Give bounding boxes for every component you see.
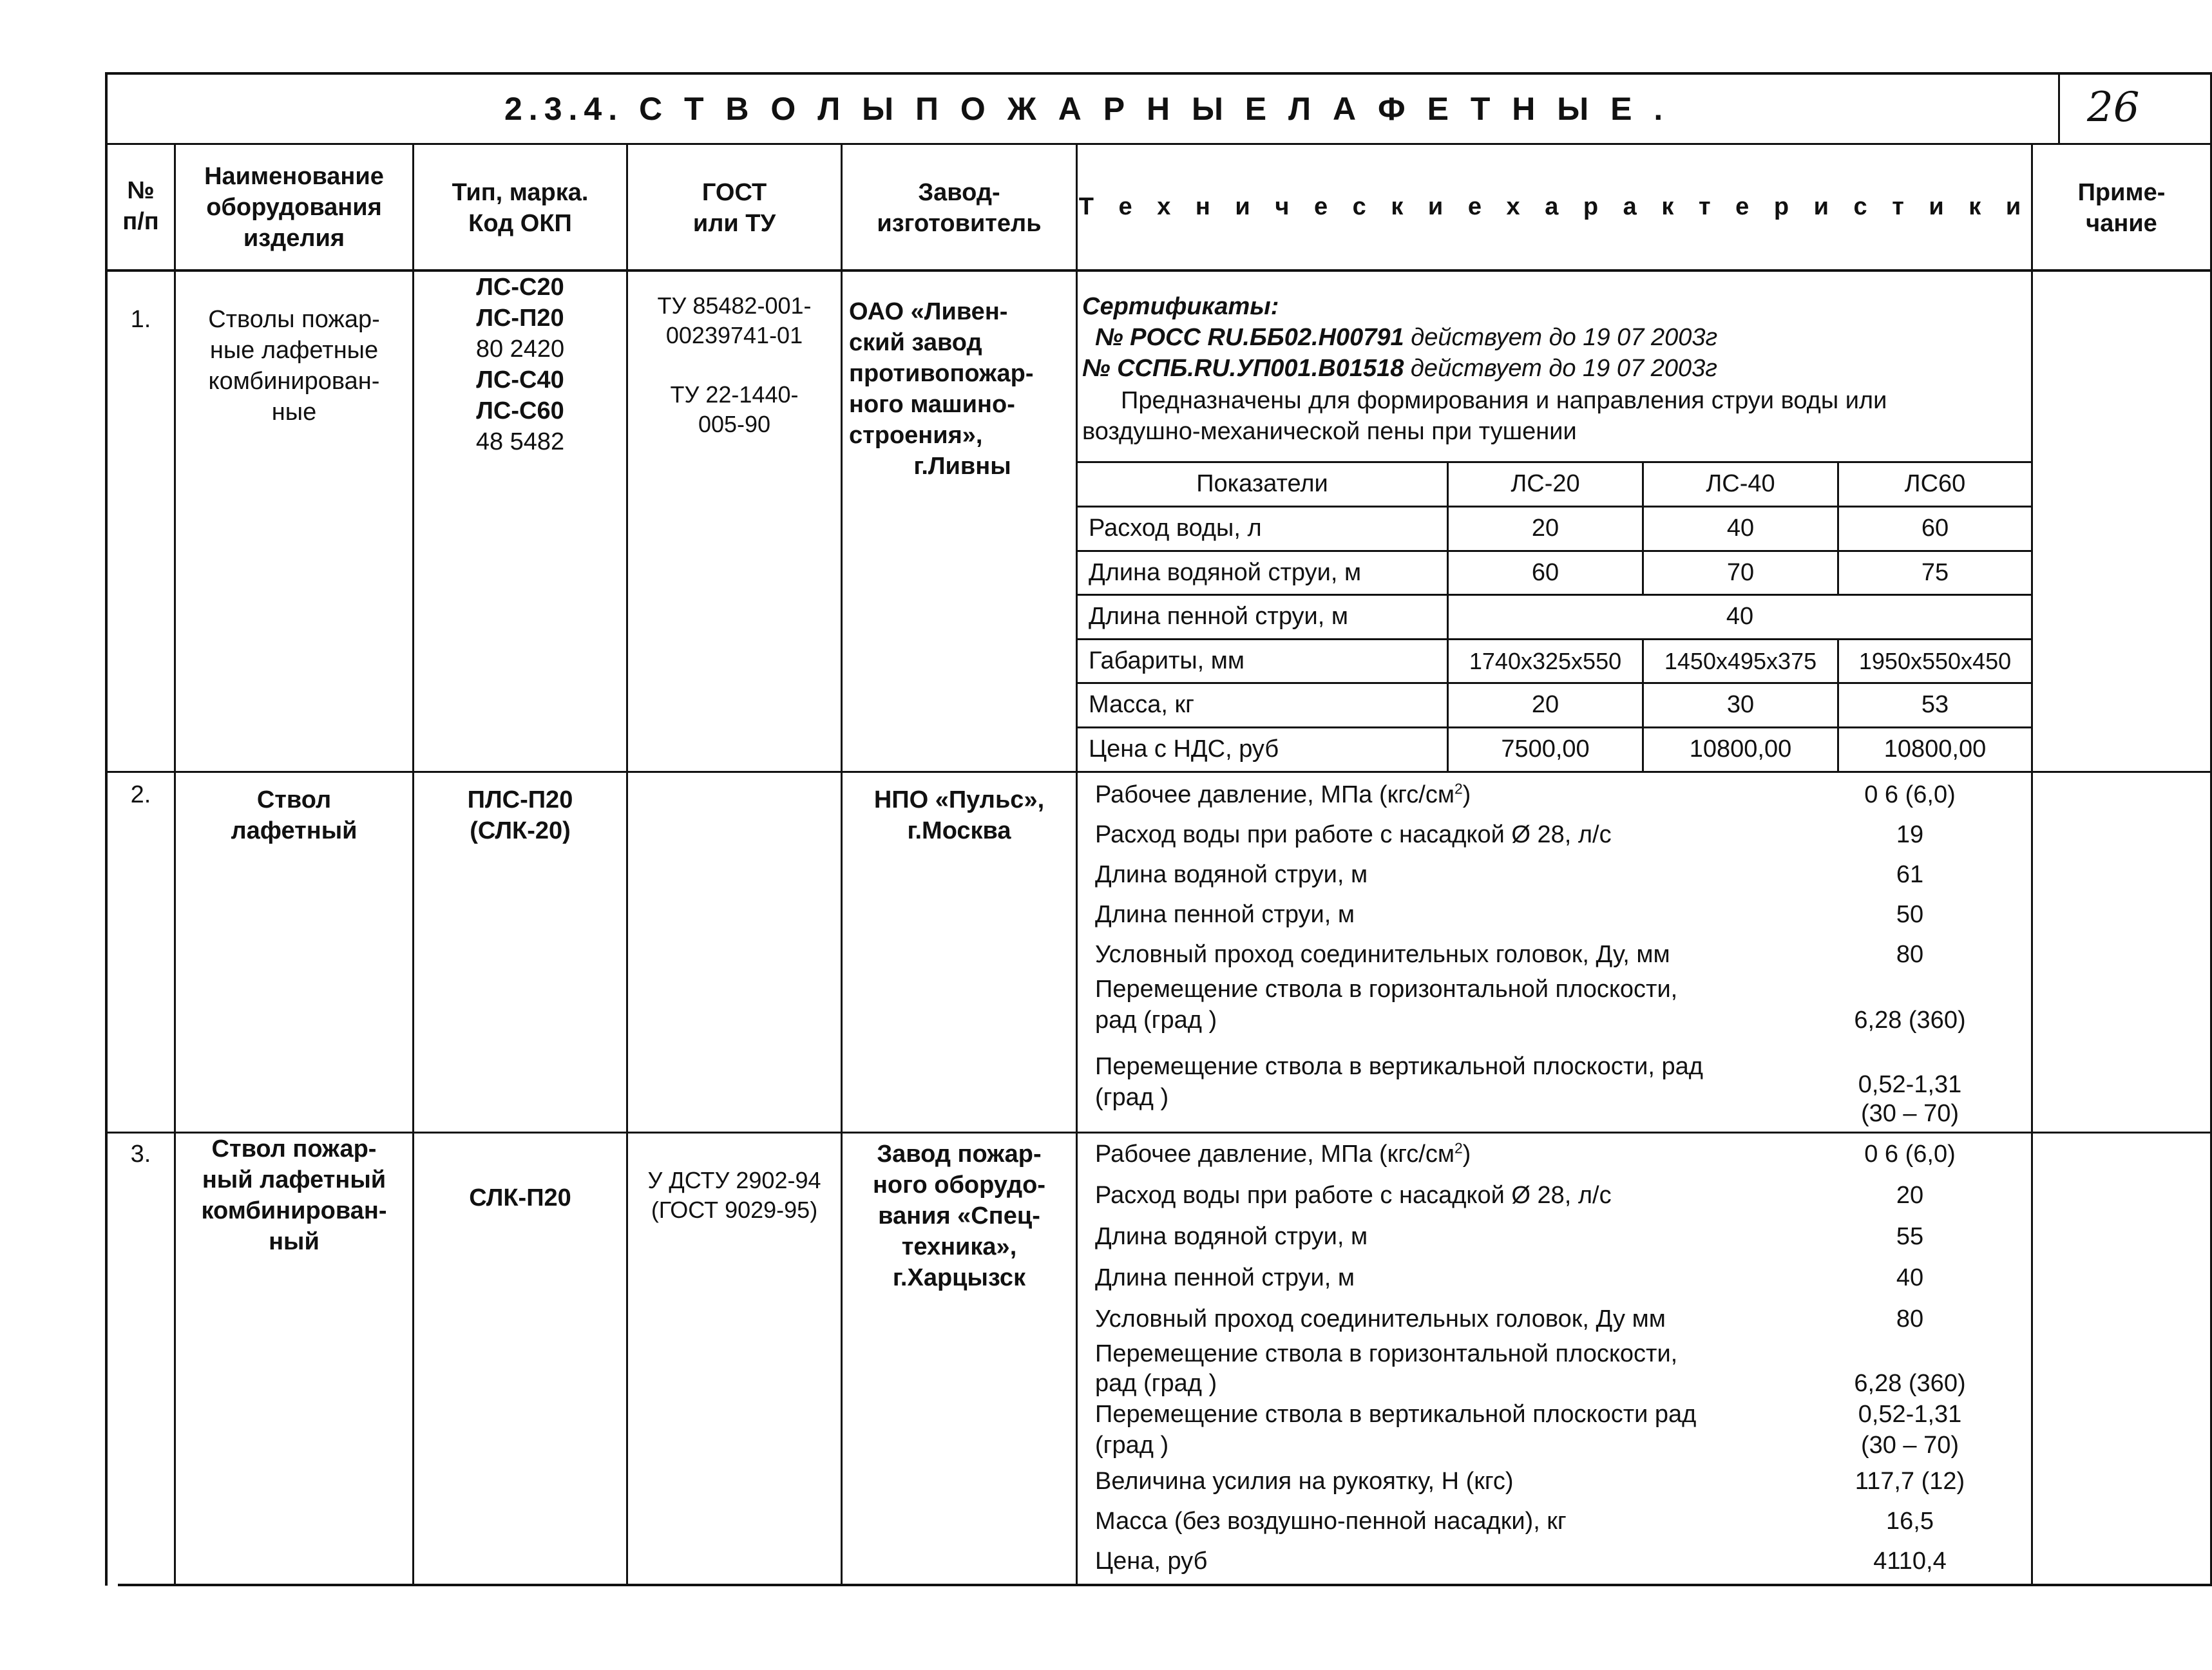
spec-table-header: ЛС-40 [1706,470,1775,497]
spec-value: 61 [1896,861,1924,888]
header-type: Тип, марка. Код ОКП [452,179,589,237]
spec-label: Условный проход соединительных головок, Ду, мм [1095,941,1670,968]
spec-cell: 60 [1531,559,1559,586]
spec-value: 40 [1896,1264,1924,1291]
spec-label: Перемещение ствола в вертикальной плоскости рад [1095,1401,1697,1428]
spec-cell-label: Габариты, мм [1089,647,1245,674]
spec-label: Длина пенной струи, м [1095,901,1355,928]
header-gost: ГОСТ или ТУ [692,179,776,237]
spec-cell: 75 [1921,559,1949,586]
manufacturer: Завод пожар- ного оборудо- вания «Спец- техника», г.Харцызск [872,1141,1046,1291]
spec-label: Величина усилия на рукоятку, Н (кгс) [1095,1468,1514,1495]
equipment-name: Стволы пожар- ные лафетные комбинирован- ные [208,306,380,426]
spec-cell: 30 [1726,691,1755,718]
spec-value: 6,28 (360) [1854,1007,1966,1034]
spec-cell: 1950х550х450 [1858,648,2012,674]
spec-table-header: ЛС-20 [1511,470,1580,497]
spec-label: Рабочее давление, МПа $(кгс/см^2)$ [1095,780,1471,808]
spec-cell: 1450х495х375 [1664,648,1817,674]
spec-label: Длина водяной струи, м [1095,861,1368,888]
header-name: Наименование оборудования изделия [204,163,384,252]
certificates-label: Сертификаты: [1082,293,1279,320]
spec-label: Цена, руб [1095,1548,1208,1575]
spec-value: 6,28 (360) [1854,1370,1966,1397]
spec-value: 0 6 (6,0) [1864,1141,1956,1168]
spec-value: (30 – 70) [1860,1432,1959,1459]
spec-cell: 60 [1921,515,1949,542]
spec-value: 80 [1896,941,1924,968]
spec-value: 19 [1896,821,1924,848]
spec-value: 0,52-1,31 [1858,1071,1962,1098]
purpose-text: воздушно-механической пены при тушении [1082,418,1577,445]
spec-cell-label: Расход воды, л [1089,515,1262,542]
spec-label: Расход воды при работе с насадкой Ø 28, л/с [1095,1182,1612,1209]
spec-cell: 40 [1726,515,1755,542]
spec-cell-label: Длина пенной струи, м [1089,603,1348,630]
spec-value: 0 6 (6,0) [1864,781,1956,808]
spec-label: Расход воды при работе с насадкой Ø 28, л/с [1095,821,1612,848]
page-title: 2.3.4. С Т В О Л Ы П О Ж А Р Н Ы Е Л А Ф Е Т Н Ы Е . [504,91,1670,127]
row-number: 1. [130,306,151,333]
type-codes: СЛК-П20 [469,1184,571,1211]
spec-cell-label: Масса, кг [1089,691,1194,718]
spec-cell: 1740х325х550 [1469,648,1622,674]
spec-cell: 20 [1531,691,1559,718]
header-num: № п/п [122,177,159,235]
type-codes: ПЛС-П20 (СЛК-20) [467,786,573,844]
spec-value: (30 – 70) [1860,1100,1959,1127]
spec-value: 16,5 [1886,1508,1934,1535]
manufacturer: НПО «Пульс», г.Москва [873,786,1045,844]
spec-cell: 53 [1921,691,1949,718]
spec-cell: 20 [1531,515,1559,542]
spec-cell: 70 [1726,559,1755,586]
gost-tu: У ДСТУ 2902-94 (ГОСТ 9029-95) [647,1167,821,1223]
row-number: 3. [130,1141,151,1168]
spec-cell-label: Длина водяной струи, м [1089,559,1362,586]
spec-label: Перемещение ствола в вертикальной плоскости, рад [1095,1053,1703,1080]
spec-label: рад (град ) [1095,1370,1217,1397]
spec-label: Перемещение ствола в горизонтальной плоскости, [1095,1340,1678,1367]
equipment-name: Ствол лафетный [231,786,358,844]
header-note: Приме- чание [2077,179,2166,237]
spec-label: рад (град ) [1095,1007,1217,1034]
spec-label: Рабочее давление, МПа $(кгс/см^2)$ [1095,1139,1471,1168]
spec-cell: 7500,00 [1501,735,1590,763]
spec-cell: 10800,00 [1883,735,1987,763]
type-codes: ЛС-С20 ЛС-П20 80 2420 ЛС-С40 ЛС-С60 48 5482 [475,274,565,455]
purpose-text: Предназначены для формирования и направления струи воды или [1121,387,1887,414]
spec-label: Длина пенной струи, м [1095,1264,1355,1291]
equipment-name: Ствол пожар- ный лафетный комбинирован- ный [201,1135,387,1255]
gost-tu: ТУ 85482-001- 00239741-01 ТУ 22-1440- 005-90 [657,292,812,437]
header-specs: Т е х н и ч е с к и е х а р а к т е р и с т и к и [1078,193,2030,220]
spec-cell: 40 [1726,603,1754,630]
spec-table-header: Показатели [1196,470,1328,497]
certificate-1: № РОСС RU.ББ02.Н00791 действует до 19 07 2003г [1095,324,1718,351]
spec-label: Перемещение ствола в горизонтальной плоскости, [1095,976,1678,1003]
spec-label: Условный проход соединительных головок, Ду мм [1095,1305,1666,1333]
spec-value: 50 [1896,901,1924,928]
header-maker: Завод- изготовитель [877,179,1042,237]
spec-value: 80 [1896,1305,1924,1333]
spec-value: 0,52-1,31 [1858,1401,1962,1428]
spec-label: (град ) [1095,1084,1169,1111]
spec-cell-label: Цена с НДС, руб [1089,735,1279,763]
spec-value: 117,7 (12) [1854,1468,1965,1495]
manufacturer: ОАО «Ливен- ский завод противопожар- ного машино- строения», г.Ливны [849,298,1034,480]
certificate-2: № ССПБ.RU.УП001.В01518 действует до 19 07 2003г [1082,355,1717,382]
page-number: 26 [2087,84,2140,131]
spec-table-header: ЛС60 [1904,470,1966,497]
spec-label: (град ) [1095,1432,1169,1459]
spec-value: 55 [1896,1223,1924,1250]
spec-value: 4110,4 [1873,1548,1947,1575]
spec-label: Масса (без воздушно-пенной насадки), кг [1095,1508,1567,1535]
row-number: 2. [130,781,151,808]
spec-value: 20 [1896,1182,1924,1209]
spec-cell: 10800,00 [1689,735,1792,763]
spec-label: Длина водяной струи, м [1095,1223,1368,1250]
